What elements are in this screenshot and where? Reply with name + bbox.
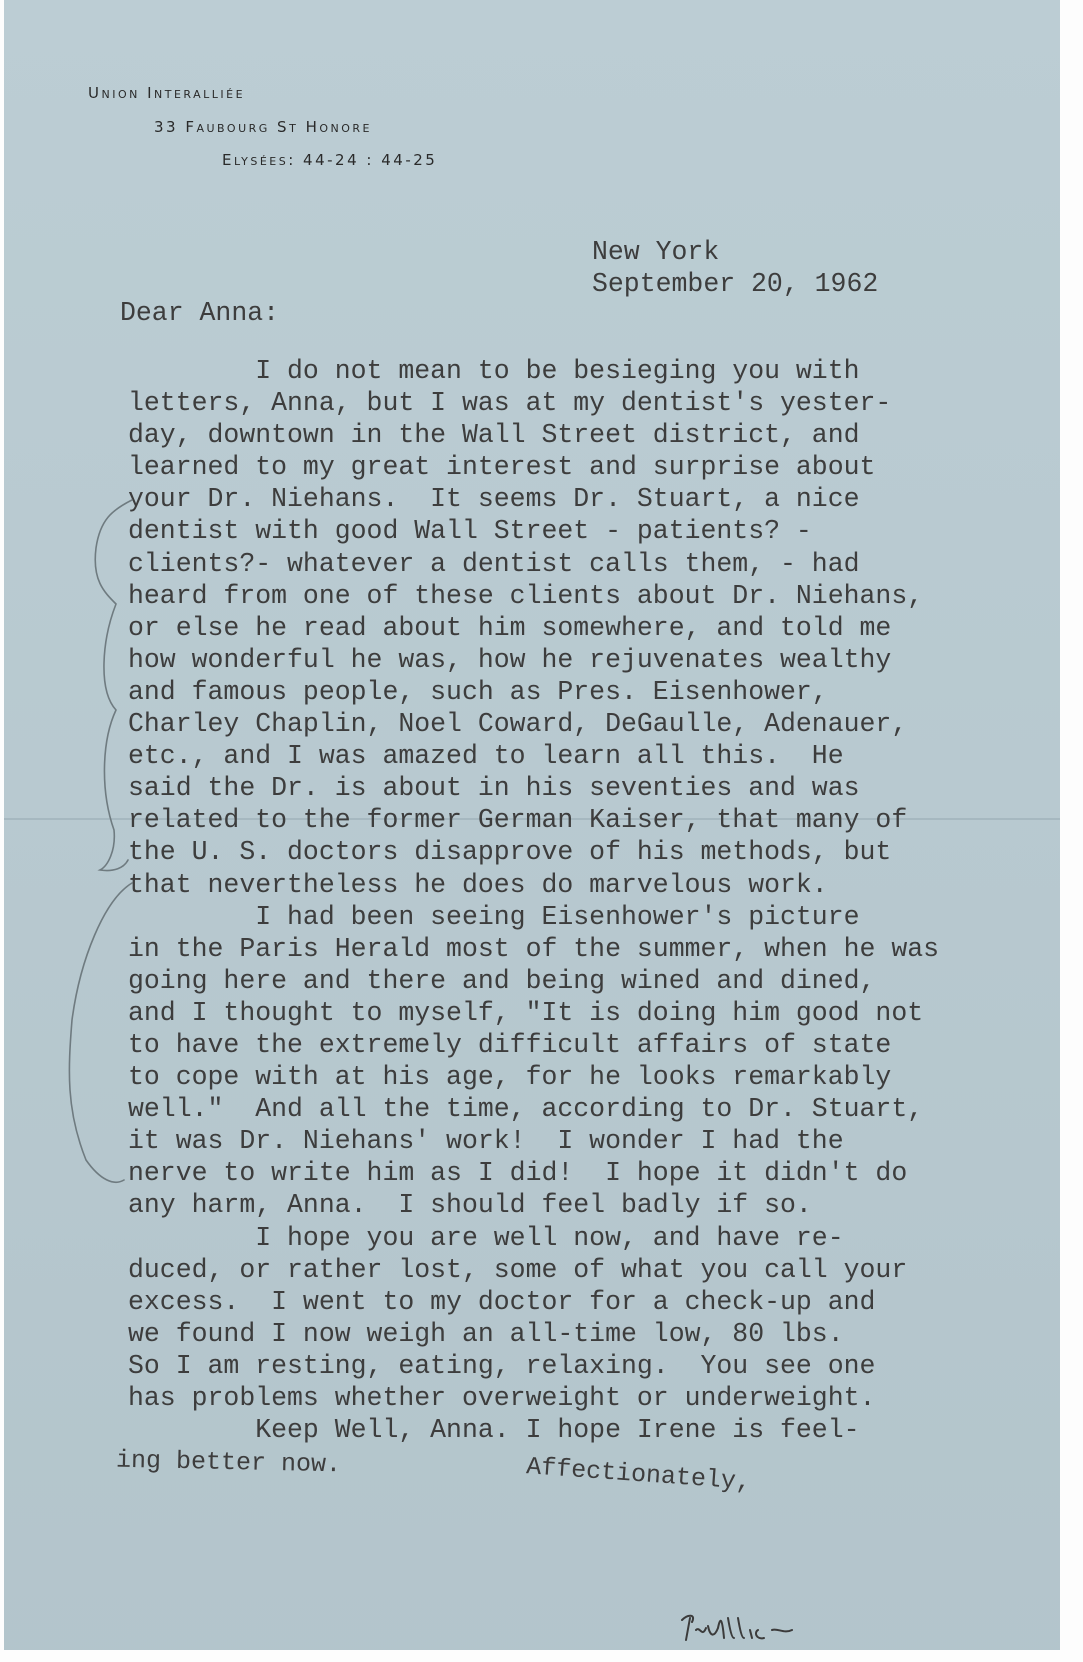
body-line: nerve to write him as I did! I hope it didn't do <box>128 1158 908 1189</box>
body-line: day, downtown in the Wall Street district, and <box>128 420 860 451</box>
body-line: learned to my great interest and surprise about <box>128 452 876 483</box>
body-line: or else he read about him somewhere, and told me <box>128 612 892 643</box>
letter-place: New York <box>592 237 720 267</box>
body-line: we found I now weigh an all-time low, 80 lbs. <box>128 1318 844 1349</box>
body-line: etc., and I was amazed to learn all this. He <box>128 741 844 772</box>
letterhead-phone: Elysées: 44-24 : 44-25 <box>222 151 438 169</box>
body-line: well." And all the time, according to Dr. Stuart, <box>128 1094 924 1125</box>
body-line: the U. S. doctors disapprove of his methods, but <box>128 837 892 868</box>
body-line: said the Dr. is about in his seventies and was <box>128 773 860 804</box>
body-line: to cope with at his age, for he looks remarkably <box>128 1062 892 1093</box>
body-line: Keep Well, Anna. I hope Irene is feel- <box>128 1415 860 1446</box>
body-line: I hope you are well now, and have re- <box>128 1222 844 1253</box>
body-line: that nevertheless he does do marvelous work. <box>128 869 828 900</box>
body-line: dentist with good Wall Street - patients? - <box>128 516 812 547</box>
body-line: in the Paris Herald most of the summer, when he was <box>128 933 940 964</box>
body-line: to have the extremely difficult affairs of state <box>128 1029 892 1060</box>
salutation: Dear Anna: <box>120 298 280 328</box>
letterhead-name: Union Interalliée <box>88 84 246 102</box>
body-line: heard from one of these clients about Dr. Niehans, <box>128 580 924 611</box>
body-line: duced, or rather lost, some of what you call your <box>128 1254 908 1285</box>
body-line: I do not mean to be besieging you with <box>128 356 860 386</box>
letter-date: September 20, 1962 <box>592 269 879 299</box>
body-line: any harm, Anna. I should feel badly if so. <box>128 1190 812 1221</box>
body-line: has problems whether overweight or underweight. <box>128 1383 876 1413</box>
body-line: how wonderful he was, how he rejuvenates wealthy <box>128 644 892 675</box>
body-line: excess. I went to my doctor for a check-up and <box>128 1286 876 1317</box>
body-line: and I thought to myself, "It is doing him good not <box>128 997 924 1028</box>
body-line: letters, Anna, but I was at my dentist's yester- <box>128 388 892 419</box>
body-line: it was Dr. Niehans' work! I wonder I had the <box>128 1126 844 1157</box>
closing-continuation: ing better now. <box>115 1445 342 1480</box>
complimentary-close: Affectionately, <box>525 1452 752 1497</box>
body-line: So I am resting, eating, relaxing. You see one <box>128 1350 876 1381</box>
letterhead-address: 33 Faubourg St Honore <box>154 118 372 136</box>
body-line: and famous people, such as Pres. Eisenhower, <box>128 676 828 707</box>
body-line: clients?- whatever a dentist calls them, - had <box>128 548 860 579</box>
body-line: Charley Chaplin, Noel Coward, DeGaulle, Adenauer, <box>128 709 908 740</box>
body-line: related to the former German Kaiser, that many of <box>128 805 908 836</box>
letter-page <box>4 0 1060 1650</box>
body-line: going here and there and being wined and dined, <box>128 965 876 996</box>
letter-body <box>128 356 939 1447</box>
body-line: your Dr. Niehans. It seems Dr. Stuart, a nice <box>128 484 860 515</box>
handwritten-signature <box>674 1608 814 1650</box>
body-line: I had been seeing Eisenhower's picture <box>128 901 860 932</box>
